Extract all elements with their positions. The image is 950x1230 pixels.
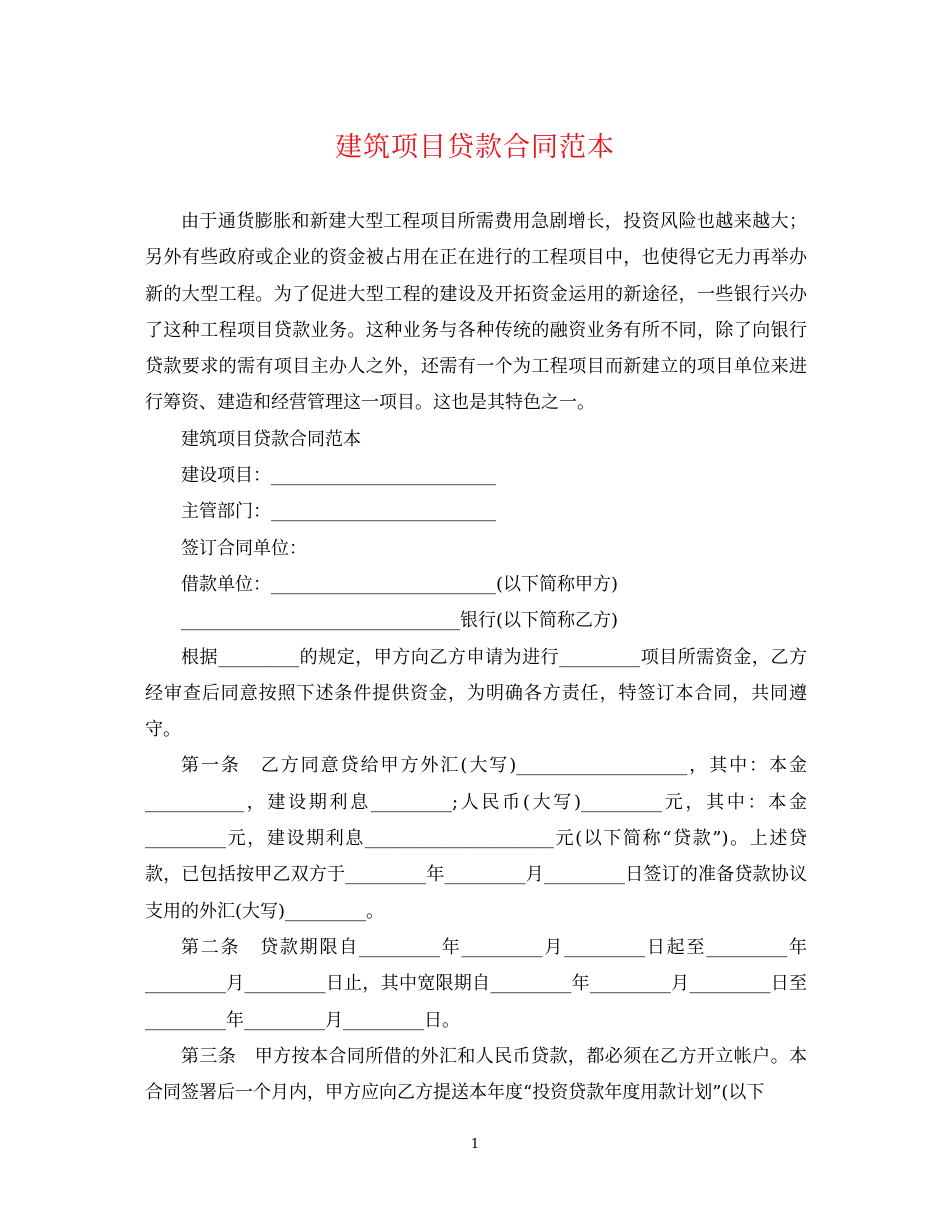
bank-line: _______________________________银行(以下简称乙方) xyxy=(181,610,619,632)
preamble-paragraph: 根据_________的规定，甲方向乙方申请为进行_________项目所需资金，乙方经审查后同意按照下述条件提供资金，为明确各方责任，特签订本合同，共同遵守。 xyxy=(145,646,807,741)
document-title: 建筑项目贷款合同范本 xyxy=(335,132,615,163)
page-number: 1 xyxy=(470,1137,480,1152)
article-2-paragraph: 第二条 贷款期限自_________年_________月_________日起至_________年_________月_________日止，其中宽限期自_________年_________月_________日至_________年_________月_________日。 xyxy=(145,936,807,1031)
construction-project-line: 建设项目：_________________________ xyxy=(181,465,496,487)
article-1-paragraph: 第一条 乙方同意贷给甲方外汇(大写)___________________，其中：本金___________，建设期利息_________;人民币(大写)_________元，其中：本金_________元，建设期利息_____________________元(以下简称“贷款”)。上述贷款，已包括按甲乙双方于_________年_________月_________日签订的准备贷款协议支用的外汇(大写)_________。 xyxy=(145,755,807,922)
contract-heading: 建筑项目贷款合同范本 xyxy=(181,428,361,450)
department-line: 主管部门：_________________________ xyxy=(181,501,496,523)
intro-paragraph: 由于通货膨胀和新建大型工程项目所需费用急剧增长，投资风险也越来越大；另外有些政府或企业的资金被占用在正在进行的工程项目中，也使得它无力再举办新的大型工程。为了促进大型工程的建设及开拓资金运用的新途径，一些银行兴办了这种工程项目贷款业务。这种业务与各种传统的融资业务有所不同，除了向银行贷款要求的需有项目主办人之外，还需有一个为工程项目而新建立的项目单位来进行筹资、建造和经营管理这一项目。这也是其特色之一。 xyxy=(145,211,807,414)
article-3-paragraph: 第三条 甲方按本合同所借的外汇和人民币贷款，都必须在乙方开立帐户。本合同签署后一个月内，甲方应向乙方提送本年度“投资贷款年度用款计划”(以下 xyxy=(145,1045,807,1104)
signing-parties-line: 签订合同单位： xyxy=(181,537,307,559)
borrower-line: 借款单位：_________________________(以下简称甲方) xyxy=(181,573,619,595)
document-body xyxy=(145,204,807,1111)
